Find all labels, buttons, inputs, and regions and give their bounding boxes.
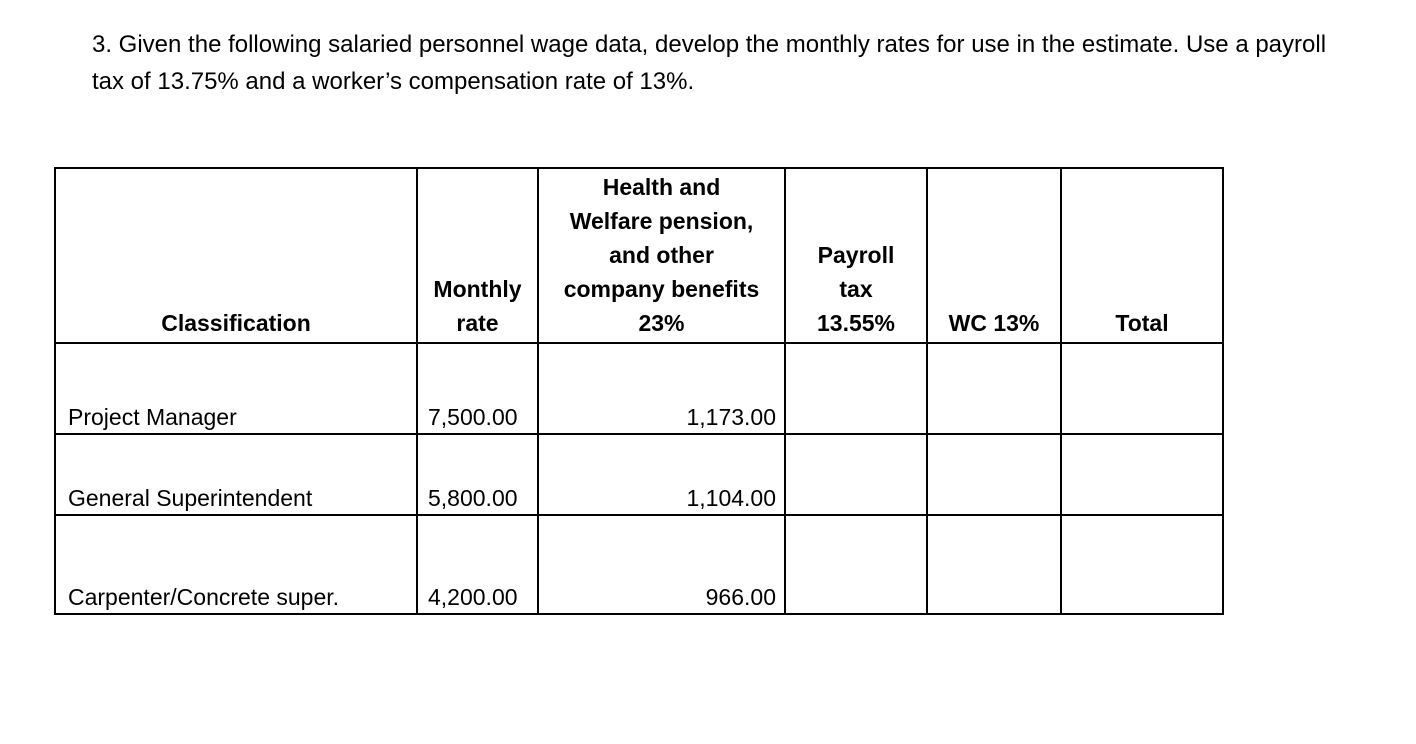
cell-total (1061, 515, 1223, 614)
header-row (55, 168, 1223, 343)
header-payroll-tax: Payroll tax 13.55% (785, 168, 927, 343)
header-benefits: Health and Welfare pension, and other company benefits 23% (538, 168, 785, 343)
cell-wc (927, 343, 1061, 434)
cell-benefits: 1,173.00 (538, 343, 785, 434)
cell-wc (927, 515, 1061, 614)
cell-total (1061, 434, 1223, 515)
cell-classification: General Superintendent (55, 434, 417, 515)
table-row (55, 343, 1223, 434)
cell-payroll-tax (785, 515, 927, 614)
cell-benefits: 1,104.00 (538, 434, 785, 515)
cell-classification: Project Manager (55, 343, 417, 434)
table-row (55, 515, 1223, 614)
cell-monthly-rate: 4,200.00 (417, 515, 538, 614)
header-monthly-rate: Monthly rate (417, 168, 538, 343)
wage-data-table (54, 167, 1224, 615)
header-total: Total (1061, 168, 1223, 343)
cell-classification: Carpenter/Concrete super. (55, 515, 417, 614)
cell-payroll-tax (785, 434, 927, 515)
cell-payroll-tax (785, 343, 927, 434)
cell-total (1061, 343, 1223, 434)
cell-monthly-rate: 7,500.00 (417, 343, 538, 434)
header-wc: WC 13% (927, 168, 1061, 343)
table-row (55, 434, 1223, 515)
cell-monthly-rate: 5,800.00 (417, 434, 538, 515)
header-classification: Classification (55, 168, 417, 343)
cell-benefits: 966.00 (538, 515, 785, 614)
cell-wc (927, 434, 1061, 515)
question-text: 3. Given the following salaried personnel wage data, develop the monthly rates for use in the estimate. Use a payroll tax of 13.75% and a worker’s compensation rate of 13%. (92, 31, 1327, 95)
